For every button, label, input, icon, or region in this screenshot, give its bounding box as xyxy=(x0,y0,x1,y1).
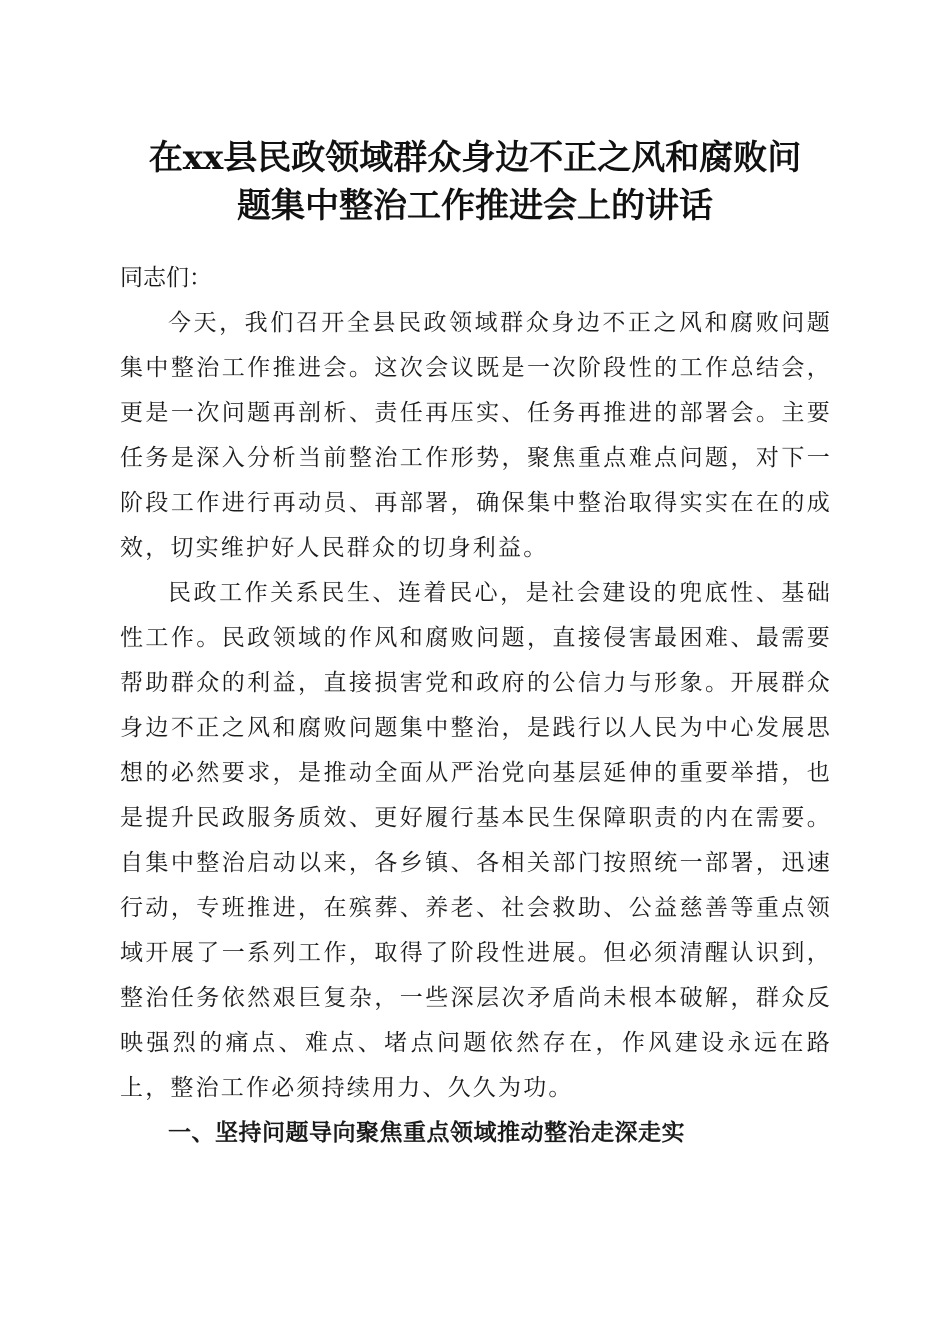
salutation: 同志们： xyxy=(120,265,212,291)
title-line-2: 题集中整治工作推进会上的讲话 xyxy=(237,186,713,226)
document-body xyxy=(120,256,832,1156)
paragraph-background: 民政工作关系民生、连着民心，是社会建设的兜底性、基础性工作。民政领域的作风和腐败问题，直接侵害最困难、最需要帮助群众的利益，直接损害党和政府的公信力与形象。开展群众身边不正之风和腐败问题集中整治，是践行以人民为中心发展思想的必然要求，是推动全面从严治党向基层延伸的重要举措，也是提升民政服务质效、更好履行基本民生保障职责的内在需要。自集中整治启动以来，各乡镇、各相关部门按照统一部署，迅速行动，专班推进，在殡葬、养老、社会救助、公益慈善等重点领域开展了一系列工作，取得了阶段性进展。但必须清醒认识到，整治任务依然艰巨复杂，一些深层次矛盾尚未根本破解，群众反映强烈的痛点、难点、堵点问题依然存在，作风建设永远在路上，整治工作必须持续用力、久久为功。 xyxy=(120,580,832,1101)
document-title xyxy=(100,134,850,230)
title-line-1: 在xx县民政领域群众身边不正之风和腐败问 xyxy=(148,138,802,178)
paragraph-opening: 今天，我们召开全县民政领域群众身边不正之风和腐败问题集中整治工作推进会。这次会议既是一次阶段性的工作总结会，更是一次问题再剖析、责任再压实、任务再推进的部署会。主要任务是深入分析当前整治工作形势，聚焦重点难点问题，对下一阶段工作进行再动员、再部署，确保集中整治取得实实在在的成效，切实维护好人民群众的切身利益。 xyxy=(120,310,832,561)
section-heading: 一、坚持问题导向聚焦重点领域推动整治走深走实 xyxy=(168,1120,685,1146)
